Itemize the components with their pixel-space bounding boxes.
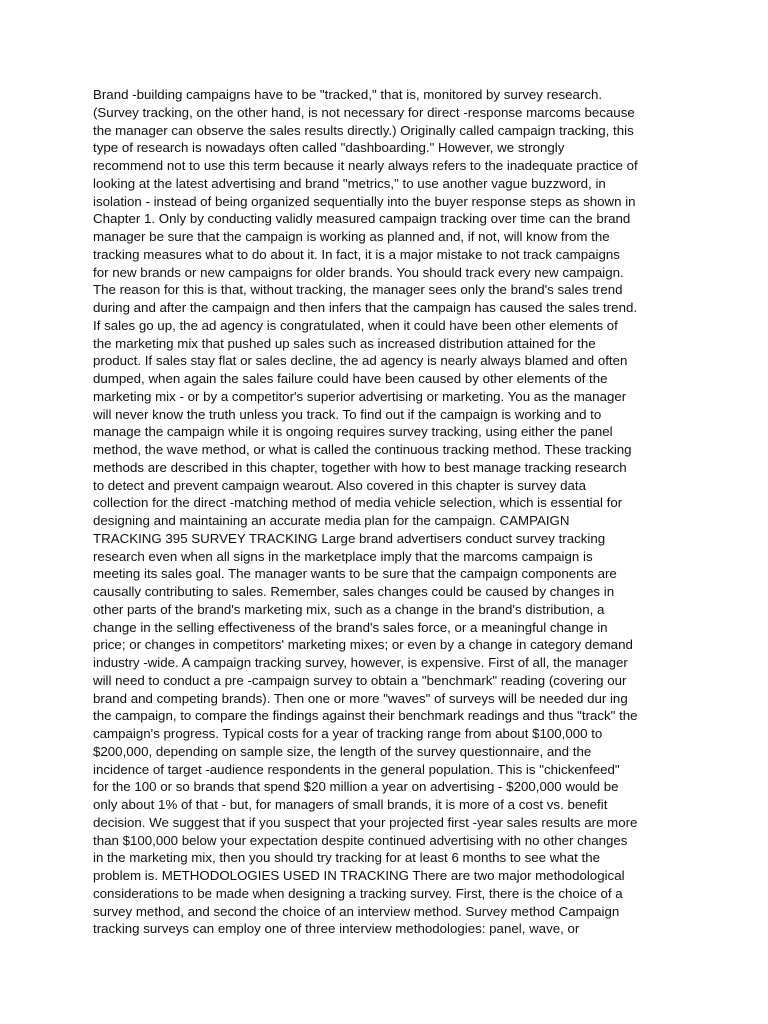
text-line: If sales go up, the ad agency is congratulated, when it could have been other elements of (93, 317, 618, 333)
text-line: in the marketing mix, then you should try tracking for at least 6 months to see what the (93, 850, 601, 866)
text-line: problem is. METHODOLOGIES USED IN TRACKING There are two major methodological (93, 868, 625, 883)
text-line: tracking measures what to do about it. In fact, it is a major mistake to not track campaigns (93, 246, 620, 262)
text-line: price; or changes in competitors' marketing mixes; or even by a change in category demand (93, 637, 633, 653)
text-line: will need to conduct a pre -campaign survey to obtain a "benchmark" reading (covering our (93, 672, 627, 688)
text-line: manage the campaign while it is ongoing requires survey tracking, using either the panel (93, 424, 613, 440)
text-line: dumped, when again the sales failure could have been caused by other elements of the (93, 371, 608, 386)
text-line: research even when all signs in the marketplace imply that the marcoms campaign is (93, 548, 593, 564)
text-line: incidence of target -audience respondents in the general population. This is "chickenfeed" (93, 761, 620, 777)
text-line: considerations to be made when designing a tracking survey. First, there is the choice of a (93, 885, 623, 901)
text-line: marketing mix - or by a competitor's superior advertising or marketing. You as the manager (93, 388, 627, 404)
text-line: looking at the latest advertising and brand "metrics," to use another vague buzzword, in (93, 175, 606, 191)
text-line: recommend not to use this term because it nearly always refers to the inadequate practice of (93, 158, 638, 173)
text-line: the marketing mix that pushed up sales such as increased distribution attained for the (93, 335, 596, 351)
text-line: for the 100 or so brands that spend $20 million a year on advertising - $200,000 would be (93, 779, 619, 795)
text-line: survey method, and second the choice of an interview method. Survey method Campaign (93, 903, 620, 919)
text-line: campaign's progress. Typical costs for a year of tracking range from about $100,000 to (93, 726, 603, 741)
text-line: other parts of the brand's marketing mix, such as a change in the brand's distribution, a (93, 601, 605, 617)
text-line: type of research is nowadays often called "dashboarding." However, we strongly (93, 140, 565, 156)
text-line: industry -wide. A campaign tracking survey, however, is expensive. First of all, the manager (93, 655, 628, 670)
text-line: will never know the truth unless you track. To find out if the campaign is working and to (93, 406, 602, 422)
text-line: isolation - instead of being organized sequentially into the buyer response steps as shown in (93, 193, 636, 209)
text-line: collection for the direct -matching method of media vehicle selection, which is essential for (93, 495, 623, 511)
text-line: The reason for this is that, without tracking, the manager sees only the brand's sales trend (93, 282, 623, 298)
text-line: to detect and prevent campaign wearout. Also covered in this chapter is survey data (93, 477, 587, 493)
text-line: change in the selling effectiveness of the brand's sales force, or a meaningful change in (93, 619, 608, 635)
text-line: the campaign, to compare the findings against their benchmark readings and thus "track" the (93, 708, 638, 724)
text-line: $200,000, depending on sample size, the length of the survey questionnaire, and the (93, 743, 592, 759)
text-line: Brand -building campaigns have to be "tracked," that is, monitored by survey research. (93, 87, 603, 102)
text-line: methods are described in this chapter, together with how to best manage tracking research (93, 459, 627, 475)
text-line: manager be sure that the campaign is working as planned and, if not, will know from the (93, 229, 610, 244)
text-line: only about 1% of that - but, for managers of small brands, it is more of a cost vs. benefit (93, 797, 608, 812)
text-line: designing and maintaining an accurate media plan for the campaign. CAMPAIGN (93, 513, 570, 528)
text-line: the manager can observe the sales results directly.) Originally called campaign tracking, this (93, 122, 634, 138)
body-text (93, 86, 693, 938)
text-line: causally contributing to sales. Remember, sales changes could be caused by changes in (93, 584, 615, 599)
text-line: decision. We suggest that if you suspect that your projected first -year sales results are more (93, 814, 638, 830)
text-line: product. If sales stay flat or sales decline, the ad agency is nearly always blamed and often (93, 353, 628, 369)
text-line: than $100,000 below your expectation despite continued advertising with no other changes (93, 832, 628, 848)
text-line: tracking surveys can employ one of three interview methodologies: panel, wave, or (93, 921, 580, 937)
text-line: for new brands or new campaigns for older brands. You should track every new campaign. (93, 264, 624, 280)
text-line: meeting its sales goal. The manager wants to be sure that the campaign components are (93, 566, 617, 582)
text-line: (Survey tracking, on the other hand, is not necessary for direct -response marcoms because (93, 104, 635, 120)
text-line: Chapter 1. Only by conducting validly measured campaign tracking over time can the brand (93, 211, 631, 227)
text-line: TRACKING 395 SURVEY TRACKING Large brand advertisers conduct survey tracking (93, 530, 606, 546)
text-line: during and after the campaign and then infers that the campaign has caused the sales trend. (93, 300, 638, 315)
text-line: brand and competing brands). Then one or more "waves" of surveys will be needed dur ing (93, 690, 628, 706)
text-line: method, the wave method, or what is called the continuous tracking method. These tracking (93, 442, 632, 457)
